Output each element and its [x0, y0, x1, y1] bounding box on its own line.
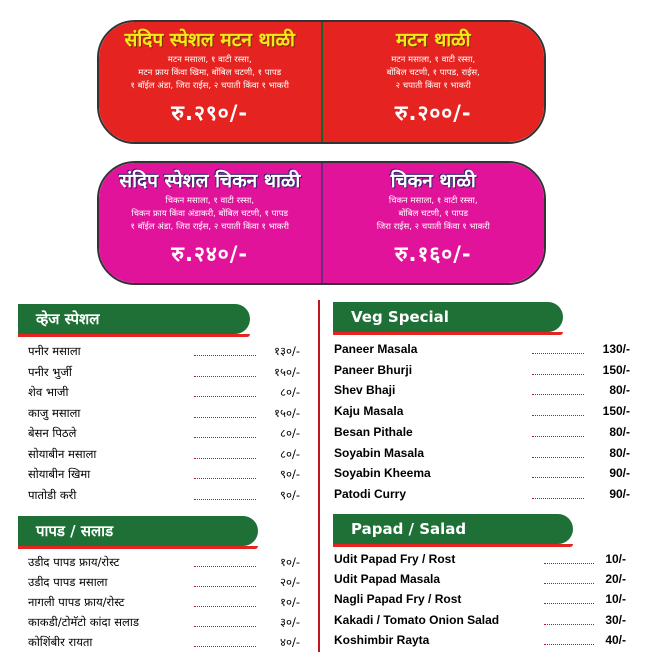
- mutton-thali: [323, 22, 545, 142]
- leader-dots: [532, 353, 584, 354]
- leader-dots: [544, 563, 594, 564]
- menu-item-name: काजु मसाला: [28, 405, 81, 420]
- thali-price: रु.१६०/-: [394, 242, 472, 266]
- menu-item-name: Paneer Masala: [334, 342, 418, 356]
- menu-item-name: Besan Pithale: [334, 424, 413, 439]
- menu-item-price: 150/-: [602, 362, 630, 377]
- thali-title: चिकन थाळी: [390, 170, 476, 192]
- thali-price: रु.२००/-: [394, 101, 472, 125]
- papad-salad-marathi-header: पापड / सलाड: [18, 516, 258, 546]
- leader-dots: [194, 396, 256, 397]
- menu-item-price: 10/-: [605, 592, 626, 607]
- menu-item-price: ९०/-: [280, 467, 300, 481]
- menu-item-price: 130/-: [602, 342, 630, 356]
- menu-item-price: १०/-: [280, 555, 300, 569]
- leader-dots: [194, 586, 256, 587]
- menu-item-price: 30/-: [605, 612, 626, 627]
- chicken-thali-panel: [97, 161, 546, 285]
- menu-item-name: पातोडी करी: [28, 487, 77, 502]
- menu-item-name: Kaju Masala: [334, 404, 404, 419]
- leader-dots: [194, 355, 256, 356]
- menu-item-price: ३०/-: [280, 615, 300, 629]
- menu-item-name: Soyabin Masala: [334, 445, 425, 460]
- leader-dots: [532, 436, 584, 437]
- leader-dots: [194, 566, 256, 567]
- menu-item-price: १०/-: [280, 595, 300, 609]
- thali-title: संदिप स्पेशल मटन थाळी: [124, 29, 295, 51]
- menu-item: [334, 425, 630, 443]
- menu-item-name: Udit Papad Fry / Rost: [334, 552, 456, 566]
- menu-item: [334, 487, 630, 505]
- special-chicken-thali: [99, 163, 323, 283]
- thali-desc-line: बोंबिल चटणी, १ पापड, राईस,: [386, 68, 480, 78]
- thali-desc-line: मटन फ्राय किंवा खिमा, बोंबिल चटणी, १ पापड: [138, 68, 282, 78]
- menu-item-name: बेसन पिठले: [28, 426, 77, 440]
- menu-item-name: शेव भाजी: [28, 385, 69, 399]
- leader-dots: [194, 417, 256, 418]
- menu-item-price: १३०/-: [274, 344, 300, 358]
- menu-item: [28, 385, 300, 403]
- menu-item: [334, 363, 630, 381]
- menu-item-name: काकडी/टोमॅटो कांदा सलाड: [28, 615, 139, 629]
- menu-item: [28, 595, 300, 613]
- menu-item-price: १५०/-: [274, 405, 300, 420]
- papad-salad-english-header: Papad / Salad: [333, 514, 573, 544]
- leader-dots: [194, 626, 256, 627]
- thali-desc-line: जिरा राईस, २ चपाती किंवा १ भाकरी: [376, 222, 490, 232]
- leader-dots: [194, 478, 256, 479]
- menu-item: [28, 467, 300, 485]
- menu-item-name: Koshimbir Rayta: [334, 632, 430, 647]
- leader-dots: [544, 583, 594, 584]
- menu-item: [28, 406, 300, 424]
- menu-item: [334, 633, 626, 651]
- menu-item-name: Kakadi / Tomato Onion Salad: [334, 612, 500, 627]
- menu-item-price: २०/-: [280, 575, 300, 589]
- menu-item: [334, 383, 630, 401]
- menu-item: [28, 575, 300, 593]
- menu-item-name: नागली पापड फ्राय/रोस्ट: [28, 595, 125, 609]
- leader-dots: [194, 499, 256, 500]
- menu-item: [334, 613, 626, 631]
- menu-item-price: 20/-: [605, 572, 626, 587]
- menu-item-name: पनीर मसाला: [28, 344, 81, 358]
- menu-item-name: Udit Papad Masala: [334, 572, 441, 587]
- thali-price: रु.२९०/-: [171, 101, 249, 125]
- leader-dots: [544, 624, 594, 625]
- menu-item-name: Nagli Papad Fry / Rost: [334, 592, 462, 607]
- thali-desc-line: १ बॉईल अंडा, जिरा राईस, २ चपाती किंवा १ भाकरी: [130, 81, 289, 91]
- menu-item-price: 80/-: [609, 445, 630, 460]
- leader-dots: [532, 415, 584, 416]
- menu-item: [334, 446, 630, 464]
- leader-dots: [544, 644, 594, 645]
- menu-item-name: सोयाबीन मसाला: [28, 446, 97, 461]
- thali-desc-line: बोंबिल चटणी, १ पापड: [398, 209, 469, 219]
- menu-item-price: ८०/-: [280, 385, 300, 399]
- menu-item-price: 90/-: [609, 466, 630, 481]
- menu-item-price: 80/-: [609, 383, 630, 398]
- thali-desc-line: चिकन मसाला, १ वाटी रस्सा,: [165, 196, 255, 206]
- menu-item-price: ८०/-: [280, 426, 300, 440]
- menu-item-name: Patodi Curry: [334, 486, 407, 501]
- menu-item: [28, 447, 300, 465]
- menu-item: [28, 365, 300, 383]
- mutton-thali-panel: [97, 20, 546, 144]
- thali-desc-line: चिकन मसाला, १ वाटी रस्सा,: [388, 196, 478, 206]
- menu-item: [28, 555, 300, 573]
- menu-item-price: 10/-: [605, 552, 626, 566]
- thali-price: रु.२४०/-: [171, 242, 249, 266]
- menu-item-price: 40/-: [605, 632, 626, 647]
- menu-item-name: सोयाबीन खिमा: [28, 467, 91, 481]
- leader-dots: [194, 606, 256, 607]
- menu-item: [334, 572, 626, 590]
- menu-item: [334, 592, 626, 610]
- menu-item: [28, 488, 300, 506]
- leader-dots: [194, 458, 256, 459]
- leader-dots: [194, 646, 256, 647]
- thali-title: मटन थाळी: [395, 29, 471, 51]
- menu-item-name: पनीर भुर्जी: [28, 364, 72, 379]
- leader-dots: [532, 374, 584, 375]
- menu-item-price: 150/-: [602, 404, 630, 419]
- menu-item-name: उडीद पापड मसाला: [28, 575, 108, 589]
- menu-item-name: Shev Bhaji: [334, 383, 396, 398]
- menu-item-name: Soyabin Kheema: [334, 466, 431, 481]
- veg-special-marathi-header: व्हेज स्पेशल: [18, 304, 250, 334]
- menu-item-name: Paneer Bhurji: [334, 362, 413, 377]
- menu-item: [28, 635, 300, 653]
- menu-item: [28, 615, 300, 633]
- chicken-thali: [323, 163, 545, 283]
- menu-item-price: ८०/-: [280, 446, 300, 461]
- leader-dots: [194, 376, 256, 377]
- menu-item-price: १५०/-: [274, 364, 300, 379]
- menu-item-price: ४०/-: [280, 635, 300, 649]
- menu-item: [334, 404, 630, 422]
- menu-item: [334, 466, 630, 484]
- leader-dots: [532, 477, 584, 478]
- menu-item-price: ९०/-: [280, 487, 300, 502]
- thali-desc-line: मटन मसाला, १ वाटी रस्सा,: [391, 55, 476, 65]
- thali-desc-line: चिकन फ्राय किंवा अंडाकरी, बोंबिल चटणी, १ पापड: [131, 209, 289, 219]
- thali-title: संदिप स्पेशल चिकन थाळी: [119, 170, 301, 192]
- menu-item-name: उडीद पापड फ्राय/रोस्ट: [28, 555, 120, 569]
- thali-desc-line: २ चपाती किंवा १ भाकरी: [395, 81, 471, 91]
- menu-item-price: 90/-: [609, 486, 630, 501]
- thali-desc-line: १ बॉईल अंडा, जिरा राईस, २ चपाती किंवा १ भाकरी: [130, 222, 289, 232]
- menu-item: [334, 552, 626, 570]
- leader-dots: [532, 457, 584, 458]
- column-divider: [318, 300, 320, 652]
- menu-item-price: 80/-: [609, 424, 630, 439]
- leader-dots: [532, 498, 584, 499]
- veg-special-english-header: Veg Special: [333, 302, 563, 332]
- special-mutton-thali: [99, 22, 323, 142]
- thali-desc-line: मटन मसाला, १ वाटी रस्सा,: [167, 55, 252, 65]
- menu-item: [28, 426, 300, 444]
- menu-item: [28, 344, 300, 362]
- menu-item-name: कोशिंबीर रायता: [28, 635, 93, 649]
- menu-item: [334, 342, 630, 360]
- leader-dots: [544, 603, 594, 604]
- leader-dots: [532, 394, 584, 395]
- leader-dots: [194, 437, 256, 438]
